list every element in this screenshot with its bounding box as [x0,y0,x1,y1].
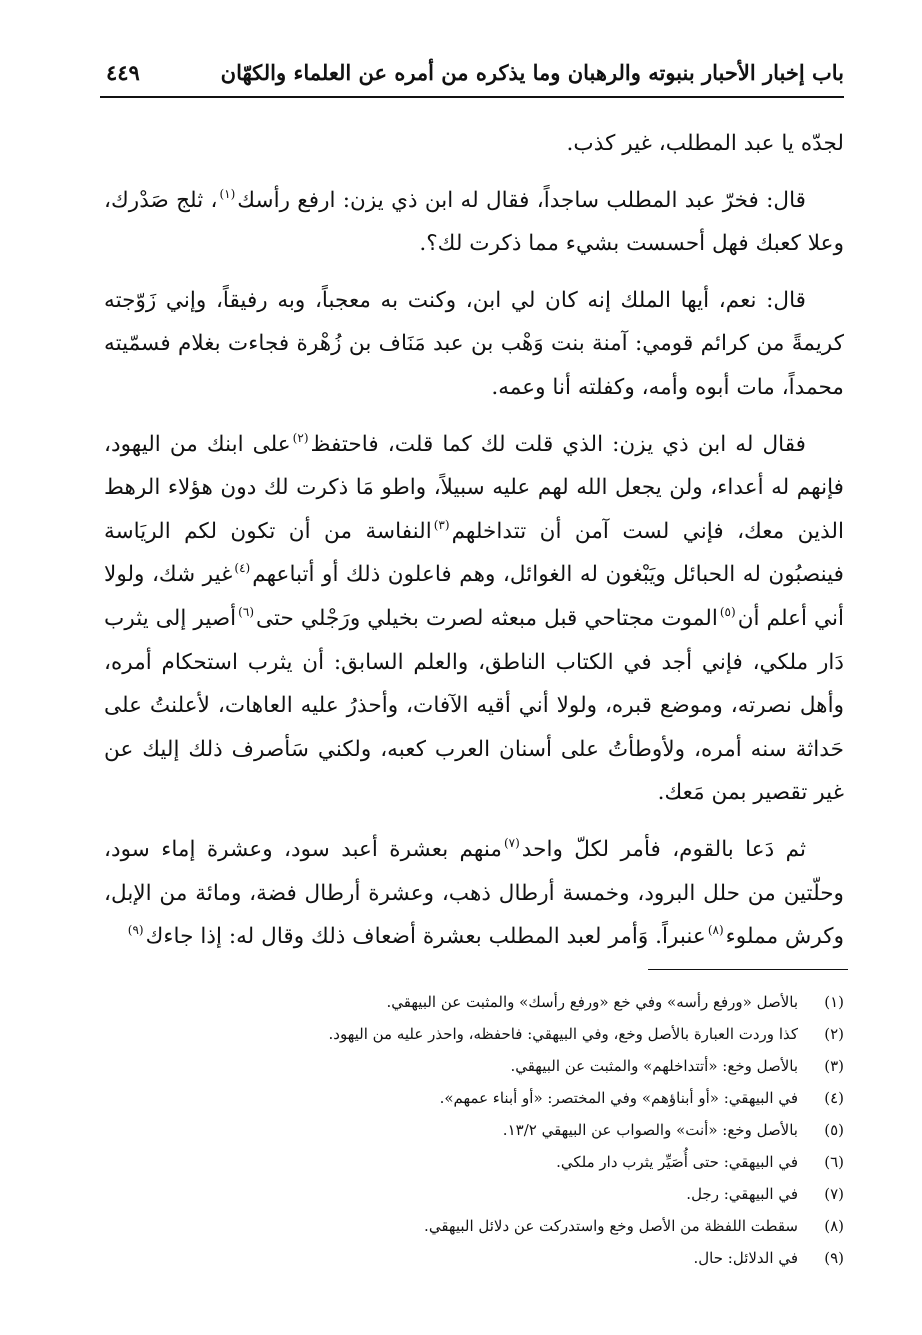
footnote-text: في الدلائل: حال. [693,1249,798,1267]
running-header [100,56,844,98]
body-paragraph [104,423,844,815]
footnote-number: (٧) [824,1185,844,1203]
footnote-number: (٤) [824,1089,844,1107]
page-number: ٤٤٩ [106,60,140,85]
footnote-text: بالأصل وخع: «أتتداخلهم» والمثبت عن البيهقي. [510,1057,798,1075]
text-segment: على ابنك من اليهود، فإنهم له أعداء، ولن يجعل الله لهم عليه سبيلاً، واطو مَا ذكرت لك دون هؤلاء الرهط الذين معك، فإني لست آمن أن تتداخلهم [104,431,844,544]
footnote-number: (١) [824,993,844,1011]
footnote-text: في البيهقي: «أو أبناؤهم» وفي المختصر: «أو أبناء عمهم». [439,1089,798,1107]
footnote-item [84,1018,844,1050]
footnote-marker[interactable]: (٩) [127,923,144,938]
footnote-text: في البيهقي: رجل. [686,1185,798,1203]
footnote-marker[interactable]: (٦) [238,604,254,619]
body-paragraph [104,279,844,410]
footnote-text: بالأصل وخع: «أنت» والصواب عن البيهقي ١٣/٢. [502,1121,798,1139]
footnote-number: (٢) [824,1025,844,1043]
footnote-marker[interactable]: (١) [219,186,236,201]
text-segment: أصير إلى يثرب دَار ملكي، فإني أجد في الكتاب الناطق، والعلم السابق: أن يثرب استحكام أمره، وأهل نصرته، وموضع قبره، ولولا أني أقيه الآفات، وأحذرُ عليه العاهات، لأعلنتُ على حَداثة سنه أمره، ولأوطأتُ على أسنان العرب كعبه، ولكني سَأصرف ذلك إليك عن غير تقصير بمن مَعك. [104,605,844,806]
footnote-number: (٣) [824,1057,844,1075]
text-segment: فقال له ابن ذي يزن: الذي قلت لك كما قلت، فاحتفظ [310,431,806,457]
footnote-item [84,1082,844,1114]
footnote-marker[interactable]: (٧) [503,835,520,850]
footnote-marker[interactable]: (٣) [433,517,450,532]
footnote-item [84,1050,844,1082]
footnote-marker[interactable]: (٢) [292,430,309,445]
footnote-text: في البيهقي: حتى أُصَيِّر يثرب دار ملكي. [556,1153,798,1171]
text-segment: لجدّه يا عبد المطلب، غير كذب. [566,131,844,156]
footnote-divider [648,969,848,970]
text-segment: قال: نعم، أيها الملك إنه كان لي ابن، وكنت به معجباً، وبه رفيقاً، وإني زَوّجته كريمةً من كرائم قومي: آمنة بنت وَهْب بن عبد مَنَاف بن زُهْرة فجاءت بغلام فسمّيته محمداً، مات أبوه وأمه، وكفلته أنا وعمه. [104,287,844,400]
main-text [104,122,844,972]
footnote-number: (٩) [824,1249,844,1267]
footnote-item [84,986,844,1018]
text-segment: ، ثلج صَدْرك، وعلا كعبك فهل أحسست بشيء مما ذكرت لك؟. [104,187,844,257]
footnote-item [84,1114,844,1146]
text-segment: قال: فخرّ عبد المطلب ساجداً، فقال له ابن ذي يزن: ارفع رأسك [237,187,806,213]
footnotes-list [84,986,844,1274]
text-segment: غير شك، ولولا أني أعلم أن [104,562,845,631]
footnote-item [84,1178,844,1210]
footnote-number: (٦) [824,1153,844,1171]
footnote-item [84,1146,844,1178]
text-segment: عنبراً. وَأمر لعبد المطلب بعشرة أضعاف ذلك وقال له: إذا جاءك [145,924,706,950]
footnote-marker[interactable]: (٥) [719,604,736,619]
chapter-title: باب إخبار الأحبار بنبوته والرهبان وما يذكره من أمره عن العلماء والكهّان [220,60,844,85]
body-paragraph [104,122,844,166]
body-paragraph [104,828,844,959]
text-segment: منهم بعشرة أعبد سود، وعشرة إماء سود، وحلّتين من حلل البرود، وخمسة أرطال ذهب، وعشرة أرطال فضة، ومائة من الإبل، وكرش مملوء [104,836,844,950]
footnote-text: كذا وردت العبارة بالأصل وخع، وفي البيهقي: فاحفظه، واحذر عليه من اليهود. [328,1025,798,1043]
footnote-item [84,1210,844,1242]
footnote-marker[interactable]: (٤) [234,561,251,576]
body-paragraph [104,179,844,266]
footnote-number: (٨) [824,1217,844,1235]
footnote-marker[interactable]: (٨) [707,923,724,938]
footnote-item [84,1242,844,1274]
text-segment: الموت مجتاحي قبل مبعثه لصرت بخيلي ورَجْلي حتى [256,605,718,631]
footnote-text: سقطت اللفظة من الأصل وخع واستدركت عن دلائل البيهقي. [424,1217,798,1235]
text-segment: ثم دَعا بالقوم، فأمر لكلّ واحد [521,836,806,862]
footnote-text: بالأصل «ورفع رأسه» وفي خع «ورفع رأسك» والمثبت عن البيهقي. [386,993,798,1011]
text-segment: النفاسة من أن تكون لكم الريَاسة فينصبُون له الحبائل ويَبْغون له الغوائل، وهم فاعلون ذلك أو أتباعهم [104,518,844,588]
footnote-number: (٥) [824,1121,844,1139]
